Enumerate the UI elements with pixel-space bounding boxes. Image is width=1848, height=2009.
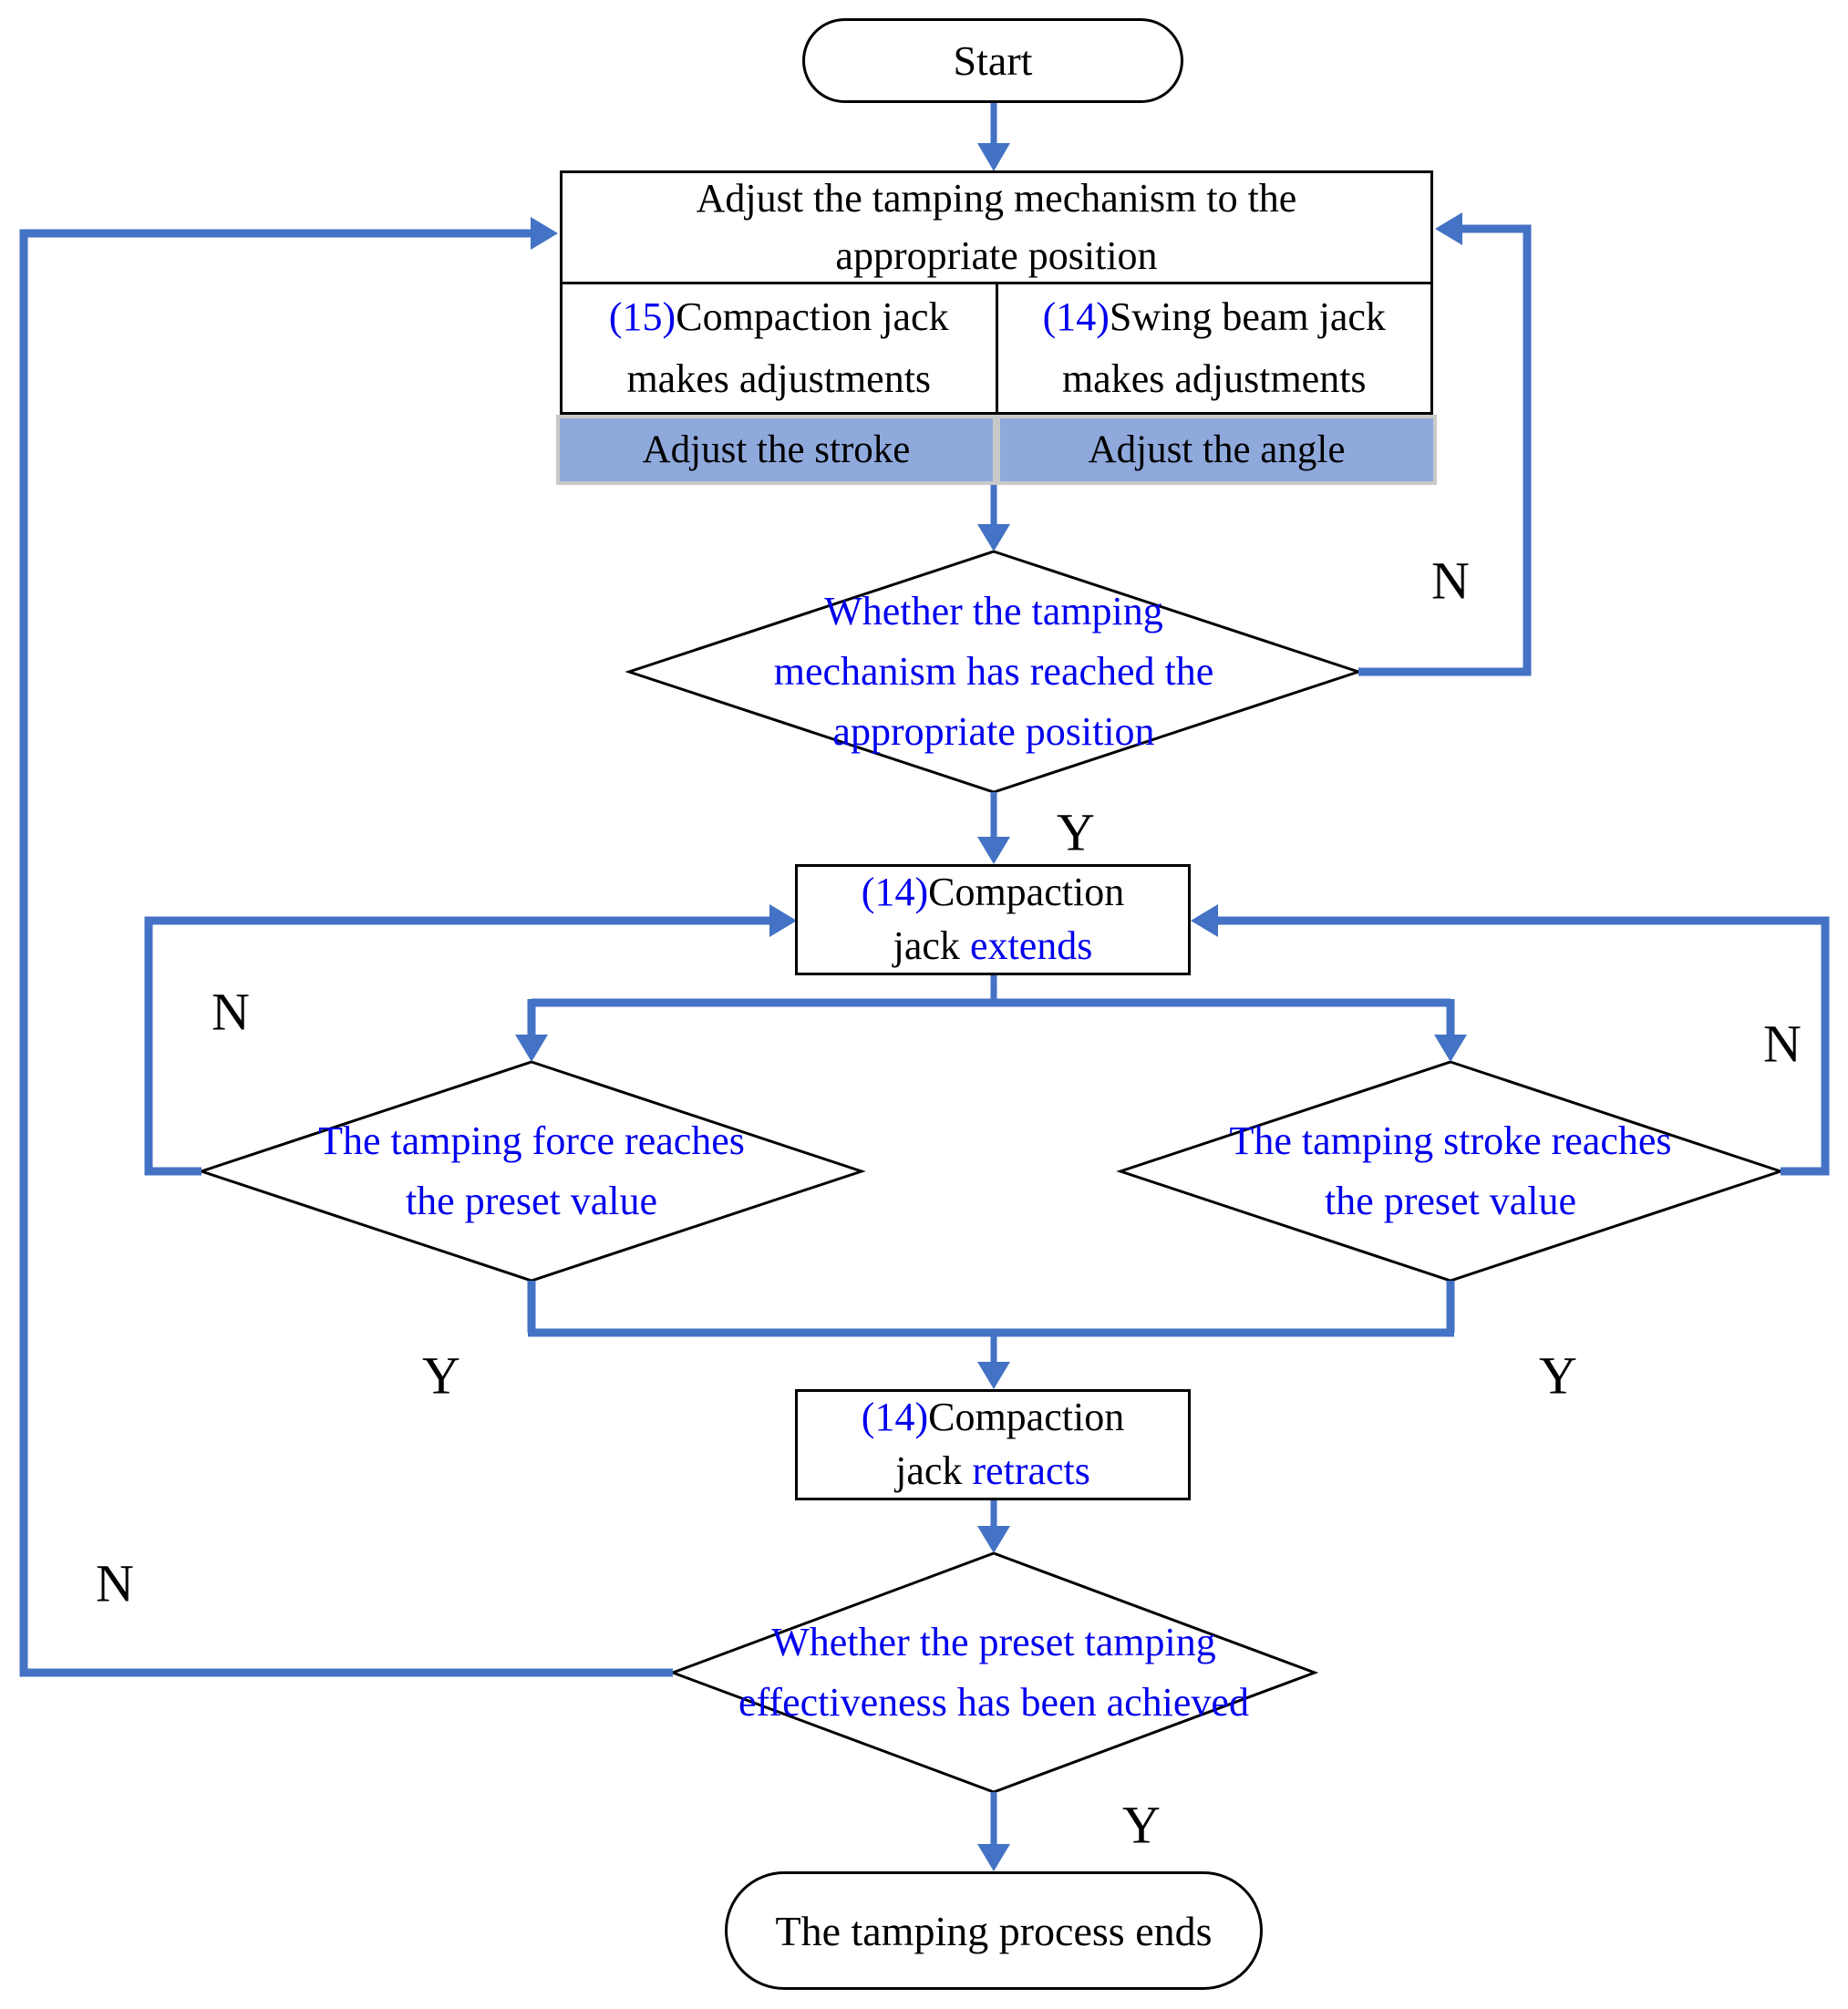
- retract-line2-black: jack: [895, 1448, 963, 1493]
- connector-effect-to-end: [977, 1792, 1010, 1871]
- connector-yes-collector-to-retract: [528, 1281, 1454, 1389]
- swing-beam-jack-line1: Swing beam jack: [1109, 294, 1386, 339]
- end-node: [725, 1871, 1263, 1990]
- connector-adjust-to-decision-position: [977, 485, 1010, 551]
- decision-effect-label: Whether the preset tamping effectiveness has been achieved: [738, 1620, 1249, 1725]
- connector-decision-position-to-extend: [977, 792, 1010, 864]
- branch-no-decision-position: N: [1431, 551, 1470, 611]
- extend-ref: (14): [861, 870, 929, 915]
- adjust-stroke-cell: Adjust the stroke: [556, 415, 996, 485]
- branch-no-stroke: N: [1763, 1014, 1802, 1074]
- decision-force-label: The tamping force reaches the preset value: [318, 1118, 745, 1223]
- compaction-jack-line1: Compaction jack: [676, 294, 949, 339]
- branch-yes-stroke: Y: [1539, 1345, 1577, 1406]
- swing-beam-jack-line2: makes adjustments: [1061, 356, 1367, 401]
- compaction-jack-line2: makes adjustments: [626, 356, 932, 401]
- connector-extend-split: [515, 975, 1467, 1062]
- retract-ref: (14): [861, 1395, 929, 1440]
- branch-yes-effect: Y: [1122, 1795, 1161, 1855]
- connector-start-to-adjust: [977, 103, 1010, 171]
- swing-beam-jack-cell: [998, 284, 1431, 412]
- extend-line2-blue: extends: [969, 923, 1093, 968]
- compaction-jack-extends-node: [795, 864, 1191, 975]
- branch-no-effect: N: [96, 1553, 134, 1613]
- connector-retract-to-decision-effect: [977, 1500, 1010, 1553]
- adjust-jack-cells: [560, 284, 1433, 415]
- adjust-angle-cell: Adjust the angle: [996, 415, 1437, 485]
- extend-line1: Compaction: [928, 870, 1125, 915]
- retract-line2-blue: retracts: [972, 1448, 1090, 1493]
- end-label: The tamping process ends: [775, 1907, 1213, 1954]
- branch-yes-force: Y: [422, 1345, 460, 1406]
- retract-line1: Compaction: [928, 1395, 1125, 1440]
- compaction-jack-retracts-node: [795, 1389, 1191, 1500]
- compaction-jack-ref: (15): [608, 294, 676, 339]
- decision-position-label: Whether the tamping mechanism has reached the appropriate position: [773, 589, 1214, 754]
- adjust-title-line1: Adjust the tamping mechanism to the: [696, 176, 1297, 222]
- start-label: Start: [953, 37, 1033, 84]
- adjust-title-line2: appropriate position: [835, 232, 1158, 278]
- adjust-actions-row: [556, 415, 1437, 485]
- decision-stroke-label: The tamping stroke reaches the preset value: [1229, 1118, 1672, 1223]
- adjust-mechanism-node: [560, 170, 1433, 485]
- compaction-jack-cell: [563, 284, 998, 412]
- start-node: [802, 18, 1183, 103]
- branch-yes-decision-position: Y: [1057, 802, 1095, 862]
- adjust-title: [560, 170, 1433, 284]
- swing-beam-jack-ref: (14): [1042, 294, 1110, 339]
- extend-line2-black: jack: [893, 923, 960, 968]
- branch-no-force: N: [212, 982, 250, 1042]
